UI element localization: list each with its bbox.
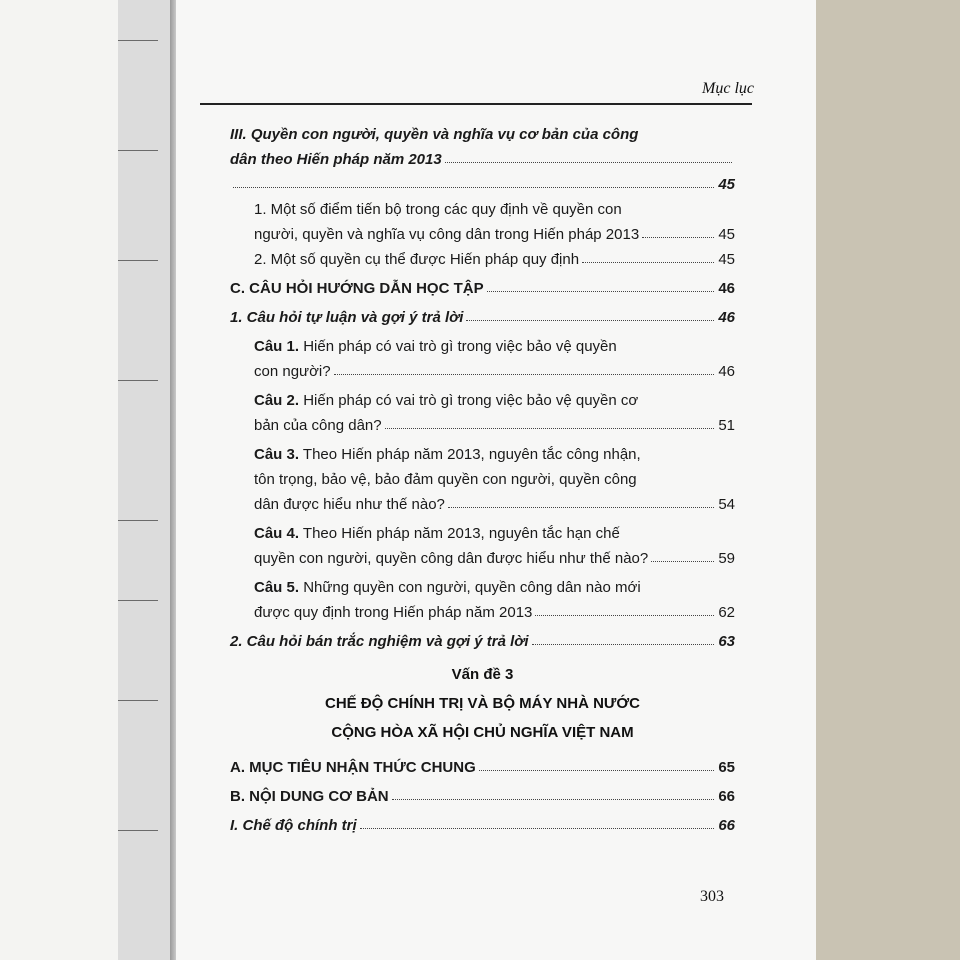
dot-leader <box>334 374 714 375</box>
adjacent-page-rule <box>118 150 158 151</box>
chapter-label: Vấn đề 3 <box>451 666 514 683</box>
toc-entry-text: III. Quyền con người, quyền và nghĩa vụ cơ bản của công <box>230 126 639 143</box>
dot-leader <box>487 291 714 292</box>
toc-page-number: 62 <box>718 604 735 621</box>
toc-entry-text: B. NỘI DUNG CƠ BẢN <box>230 788 389 805</box>
toc-entry-text: con người? <box>254 363 331 380</box>
chapter-title: CỘNG HÒA XÃ HỘI CHỦ NGHĨA VIỆT NAM <box>331 724 634 741</box>
toc-entry-text: 1. Câu hỏi tự luận và gợi ý trả lời <box>230 309 464 326</box>
toc-entry-question-4 <box>230 517 735 567</box>
dot-leader <box>642 237 714 238</box>
page-number: 303 <box>700 888 724 905</box>
background-surface <box>816 0 960 960</box>
table-of-contents <box>230 118 735 834</box>
toc-entry-text: I. Chế độ chính trị <box>230 817 357 834</box>
toc-entry-text: 2. Câu hỏi bán trắc nghiệm và gợi ý trả lời <box>230 633 529 650</box>
toc-page-number: 45 <box>718 226 735 243</box>
question-label: Câu 2. <box>254 392 300 409</box>
toc-entry-text: 1. Một số điểm tiến bộ trong các quy định về quyền con <box>254 201 622 218</box>
toc-entry-text: quyền con người, quyền công dân được hiểu như thế nào? <box>254 550 649 567</box>
toc-entry-text: người, quyền và nghĩa vụ công dân trong Hiến pháp 2013 <box>254 226 640 243</box>
question-label: Câu 1. <box>254 338 300 355</box>
toc-page-number: 63 <box>718 633 735 650</box>
adjacent-page-rule <box>118 380 158 381</box>
toc-entry-text: 2. Một số quyền cụ thể được Hiến pháp quy định <box>254 251 580 268</box>
dot-leader <box>466 320 714 321</box>
toc-page-number: 51 <box>718 417 735 434</box>
toc-entry-question-3 <box>230 438 735 513</box>
toc-entry-text: Theo Hiến pháp năm 2013, nguyên tắc công nhận, <box>302 446 641 463</box>
toc-entry-section-i <box>230 809 735 834</box>
toc-entry-section-a <box>230 751 735 776</box>
question-label: Câu 3. <box>254 446 300 463</box>
toc-entry-text: được quy định trong Hiến pháp năm 2013 <box>254 604 533 621</box>
toc-entry-section-b <box>230 780 735 805</box>
toc-entry-question-2 <box>230 384 735 434</box>
dot-leader <box>532 644 714 645</box>
dot-leader <box>651 561 714 562</box>
toc-entry-text: dân theo Hiến pháp năm 2013 <box>230 151 442 168</box>
toc-entry-text: Những quyền con người, quyền công dân nào mới <box>303 579 641 596</box>
toc-entry-section-iii <box>230 118 735 193</box>
toc-page-number: 45 <box>718 176 735 193</box>
dot-leader <box>582 262 714 263</box>
toc-page-number: 54 <box>718 496 735 513</box>
page-header-title: Mục lục <box>702 80 754 97</box>
dot-leader <box>360 828 714 829</box>
toc-entry-subsection-2 <box>230 625 735 650</box>
toc-entry-text: A. MỤC TIÊU NHẬN THỨC CHUNG <box>230 759 476 776</box>
toc-entry-question-5 <box>230 571 735 621</box>
toc-entry-subsection-1 <box>230 301 735 326</box>
toc-entry-text: Hiến pháp có vai trò gì trong việc bảo vệ quyền cơ <box>303 392 639 409</box>
dot-leader <box>233 187 714 188</box>
toc-page-number: 46 <box>718 309 735 326</box>
adjacent-page-rule <box>118 700 158 701</box>
dot-leader <box>479 770 714 771</box>
chapter-heading <box>230 660 735 747</box>
toc-page-number: 59 <box>718 550 735 567</box>
toc-entry-item-2 <box>230 243 735 268</box>
dot-leader <box>385 428 714 429</box>
toc-entry-text: C. CÂU HỎI HƯỚNG DẪN HỌC TẬP <box>230 280 484 297</box>
toc-page-number: 46 <box>718 363 735 380</box>
toc-page-number: 66 <box>718 817 735 834</box>
toc-entry-text: Theo Hiến pháp năm 2013, nguyên tắc hạn chế <box>302 525 620 542</box>
toc-entry-text: bản của công dân? <box>254 417 382 434</box>
header-rule <box>200 103 752 105</box>
adjacent-page <box>118 0 176 960</box>
toc-page-number: 46 <box>718 280 735 297</box>
question-label: Câu 4. <box>254 525 300 542</box>
toc-entry-item-1 <box>230 193 735 243</box>
question-label: Câu 5. <box>254 579 300 596</box>
adjacent-page-rule <box>118 600 158 601</box>
dot-leader <box>392 799 714 800</box>
dot-leader <box>535 615 714 616</box>
dot-leader <box>445 162 732 163</box>
toc-page-number: 45 <box>718 251 735 268</box>
toc-entry-text: dân được hiểu như thế nào? <box>254 496 445 513</box>
toc-entry-text: tôn trọng, bảo vệ, bảo đảm quyền con người, quyền công <box>254 471 637 488</box>
toc-entry-text: Hiến pháp có vai trò gì trong việc bảo vệ quyền <box>303 338 617 355</box>
toc-entry-section-c <box>230 272 735 297</box>
adjacent-page-rule <box>118 260 158 261</box>
toc-page-number: 66 <box>718 788 735 805</box>
adjacent-page-rule <box>118 520 158 521</box>
dot-leader <box>448 507 714 508</box>
toc-page-number: 65 <box>718 759 735 776</box>
adjacent-page-rule <box>118 830 158 831</box>
toc-entry-question-1 <box>230 330 735 380</box>
adjacent-page-rule <box>118 40 158 41</box>
chapter-title: CHẾ ĐỘ CHÍNH TRỊ VÀ BỘ MÁY NHÀ NƯỚC <box>325 695 640 712</box>
